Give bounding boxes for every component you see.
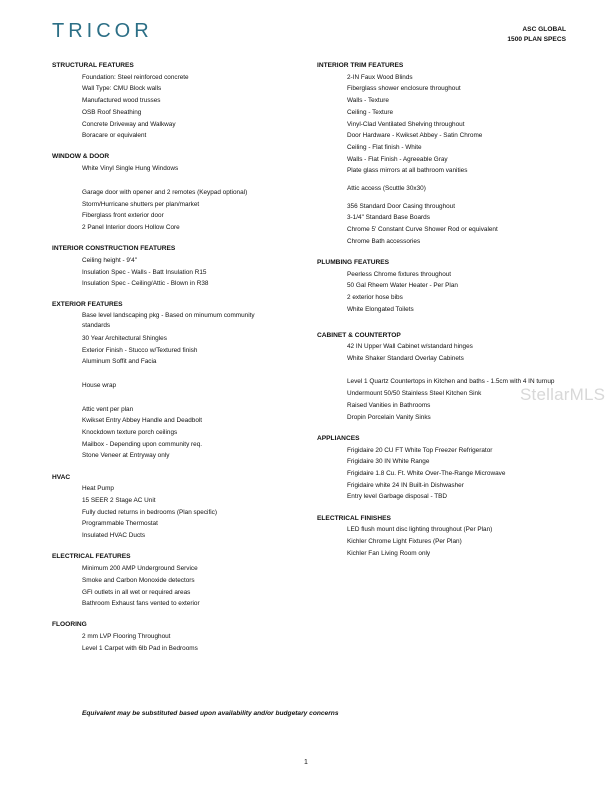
document-header	[507, 25, 566, 45]
list-item: 30 Year Architectural Shingles	[82, 334, 167, 342]
section-title: HVAC	[52, 473, 71, 481]
list-item: 15 SEER 2 Stage AC Unit	[82, 497, 156, 505]
section-title: INTERIOR CONSTRUCTION FEATURES	[52, 245, 176, 253]
company-name: ASC GLOBAL	[522, 26, 566, 33]
section-cabinet-countertop	[317, 330, 587, 424]
section-title: EXTERIOR FEATURES	[52, 301, 123, 309]
list-item: Walls - Texture	[347, 97, 389, 105]
list-item: Kichler Chrome Light Fixtures (Per Plan)	[347, 538, 462, 546]
plan-name: 1500 PLAN SPECS	[507, 36, 566, 43]
section-flooring	[52, 619, 322, 654]
list-item: White Vinyl Single Hung Windows	[82, 165, 179, 173]
section-interior-trim	[317, 60, 587, 248]
list-item: 50 Gal Rheem Water Heater - Per Plan	[347, 282, 458, 290]
section-title: ELECTRICAL FINISHES	[317, 514, 391, 522]
list-item: Insulated HVAC Ducts	[82, 532, 146, 540]
list-item: 2 Panel Interior doors Hollow Core	[82, 223, 180, 231]
list-item: Stone Veneer at Entryway only	[82, 452, 170, 460]
list-item: Boracare or equivalent	[82, 132, 147, 140]
list-item: 42 IN Upper Wall Cabinet w/standard hinges	[347, 343, 473, 351]
list-item: Frigidaire 20 CU FT White Top Freezer Refrigerator	[347, 446, 493, 454]
section-electrical-features	[52, 551, 322, 610]
list-item: Manufactured wood trusses	[82, 97, 161, 105]
list-item: Fully ducted returns in bedrooms (Plan specific)	[82, 508, 217, 516]
list-item: Fiberglass shower enclosure throughout	[347, 85, 461, 93]
section-structural	[52, 60, 322, 142]
list-item: House wrap	[82, 381, 117, 389]
list-item: Ceiling height - 9'4"	[82, 256, 138, 264]
list-item: Plate glass mirrors at all bathroom vanities	[347, 167, 468, 175]
right-column	[317, 60, 587, 569]
list-item: Kwikset Entry Abbey Handle and Deadbolt	[82, 417, 203, 425]
section-title: STRUCTURAL FEATURES	[52, 62, 134, 69]
section-title: PLUMBING FEATURES	[317, 259, 390, 267]
list-item: Chrome Bath accessories	[347, 237, 421, 245]
section-title: WINDOW & DOOR	[52, 153, 110, 161]
list-item: 2 exterior hose bibs	[347, 294, 403, 302]
list-item: Concrete Driveway and Walkway	[82, 120, 176, 128]
list-item: Insulation Spec - Walls - Batt Insulation R15	[82, 268, 207, 276]
section-title: CABINET & COUNTERTOP	[317, 331, 401, 339]
list-item: Insulation Spec - Ceiling/Attic - Blown in R38	[82, 280, 209, 288]
list-item: Raised Vanities in Bathrooms	[347, 402, 431, 410]
left-column	[52, 60, 322, 664]
list-item: Mailbox - Depending upon community req.	[82, 440, 203, 448]
section-appliances	[317, 433, 587, 503]
list-item: GFI outlets in all wet or required areas	[82, 588, 191, 596]
list-item: Attic vent per plan	[82, 405, 134, 413]
list-item: Vinyl-Clad Ventilated Shelving throughout	[347, 120, 465, 128]
section-exterior	[52, 299, 322, 462]
list-item: Attic access (Scuttle 30x30)	[347, 185, 426, 193]
list-item: Smoke and Carbon Monoxide detectors	[82, 576, 195, 584]
list-item: OSB Roof Sheathing	[82, 108, 142, 116]
list-item: Walls - Flat Finish - Agreeable Gray	[347, 155, 448, 163]
section-plumbing	[317, 257, 587, 316]
list-item: LED flush mount disc lighting throughout (Per Plan)	[347, 526, 493, 534]
section-window-door	[52, 151, 322, 233]
section-electrical-finishes	[317, 513, 587, 560]
footer-note: Equivalent may be substituted based upon availability and/or budgetary concerns	[82, 710, 339, 717]
list-item: Knockdown texture porch ceilings	[82, 429, 178, 437]
section-title: ELECTRICAL FEATURES	[52, 553, 131, 561]
list-item: White Elongated Toilets	[347, 305, 414, 313]
section-title: INTERIOR TRIM FEATURES	[317, 62, 404, 69]
list-item: Level 1 Quartz Countertops in Kitchen and baths - 1.5cm with 4 IN turnup	[347, 377, 555, 385]
list-item: 2-IN Faux Wood Blinds	[347, 73, 413, 81]
list-item: Chrome 5' Constant Curve Shower Rod or equivalent	[347, 226, 498, 234]
list-item: Garage door with opener and 2 remotes (Keypad optional)	[82, 188, 248, 196]
list-item: Frigidaire 30 IN White Range	[347, 458, 430, 466]
list-item: Ceiling - Texture	[347, 108, 394, 116]
list-item: Bathroom Exhaust fans vented to exterior	[82, 600, 200, 608]
section-interior-construction	[52, 243, 322, 290]
stellarmls-watermark: StellarMLS	[520, 385, 606, 404]
list-item: Entry level Garbage disposal - TBD	[347, 493, 448, 501]
list-item: Programmable Thermostat	[82, 520, 158, 528]
list-item: 3-1/4" Standard Base Boards	[347, 214, 430, 222]
list-item: Peerless Chrome fixtures throughout	[347, 270, 452, 278]
list-item: Frigidaire 1.8 Cu. Ft. White Over-The-Range Microwave	[347, 470, 506, 478]
list-item: Fiberglass front exterior door	[82, 212, 164, 220]
list-item: Base level landscaping pkg - Based on minumum community standards	[82, 312, 255, 330]
list-item: Foundation: Steel reinforced concrete	[82, 73, 189, 81]
list-item: White Shaker Standard Overlay Cabinets	[347, 354, 464, 362]
page-number: 1	[304, 759, 308, 766]
section-title: FLOORING	[52, 621, 87, 629]
list-item: Door Hardware - Kwikset Abbey - Satin Chrome	[347, 132, 483, 140]
list-item: Dropin Porcelain Vanity Sinks	[347, 413, 431, 421]
section-hvac	[52, 472, 322, 542]
section-title: APPLIANCES	[317, 434, 360, 442]
list-item: Minimum 200 AMP Underground Service	[82, 565, 198, 573]
list-item: Undermount 50/50 Stainless Steel Kitchen Sink	[347, 390, 482, 398]
list-item: Level 1 Carpet with 6lb Pad in Bedrooms	[82, 644, 198, 652]
list-item: Exterior Finish - Stucco w/Textured finish	[82, 346, 198, 354]
list-item: 356 Standard Door Casing throughout	[347, 202, 456, 210]
list-item: Kichler Fan Living Room only	[347, 549, 431, 557]
list-item: Ceiling - Flat finish - White	[347, 143, 422, 151]
list-item: Frigidaire white 24 IN Built-in Dishwasher	[347, 481, 464, 489]
list-item: Aluminum Soffit and Facia	[82, 358, 157, 366]
list-item: Wall Type: CMU Block walls	[82, 85, 162, 93]
list-item: Heat Pump	[82, 485, 114, 493]
tricor-logo: TRICOR	[52, 20, 153, 42]
list-item: Storm/Hurricane shutters per plan/market	[82, 200, 200, 208]
list-item: 2 mm LVP Flooring Throughout	[82, 633, 171, 641]
